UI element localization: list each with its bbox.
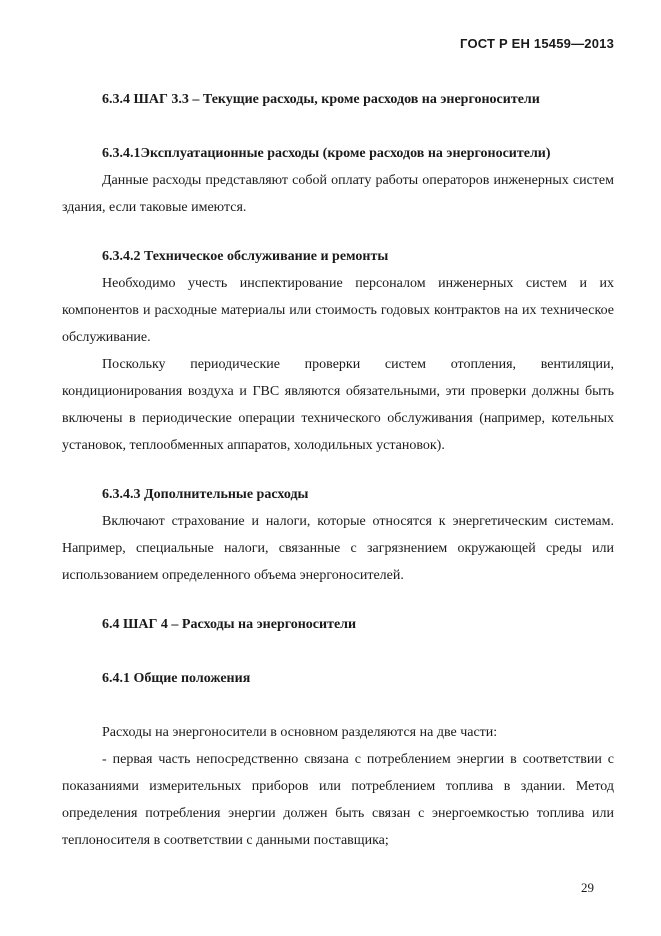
page-number: 29 xyxy=(581,880,594,895)
section-6-3-4-1-paragraph: Данные расходы представляют собой оплату работы операторов инженерных систем здания, если таковые имеются. xyxy=(62,173,614,215)
section-6-3-4-2-paragraph-1: Необходимо учесть инспектирование персоналом инженерных систем и их компонентов и расходные материалы или стоимость годовых контрактов на их техническое обслуживание. xyxy=(62,276,614,345)
standard-id: ГОСТ Р ЕН 15459—2013 xyxy=(460,36,614,51)
section-6-3-4-3-title: 6.3.4.3 Дополнительные расходы xyxy=(102,487,309,502)
section-6-4-title: 6.4 ШАГ 4 – Расходы на энергоносители xyxy=(102,617,357,632)
section-6-3-4-3-paragraph: Включают страхование и налоги, которые относятся к энергетическим системам. Например, специальные налоги, связанные с загрязнением окружающей среды или использованием определенного объема энергоносителей. xyxy=(62,514,614,583)
section-6-3-4-2-title: 6.3.4.2 Техническое обслуживание и ремонты xyxy=(102,249,389,264)
document-body xyxy=(62,86,614,854)
section-6-4-1-paragraph-1: Расходы на энергоносители в основном разделяются на две части: xyxy=(102,725,498,740)
section-6-3-4-2-paragraph-2: Поскольку периодические проверки систем отопления, вентиляции, кондиционирования воздуха и ГВС являются обязательными, эти проверки должны быть включены в периодические операции технического обслуживания (например, котельных установок, теплообменных аппаратов, холодильных установок). xyxy=(62,357,614,453)
section-6-3-4-1-title: 6.3.4.1Эксплуатационные расходы (кроме расходов на энергоносители) xyxy=(102,146,551,161)
section-6-3-4-title: 6.3.4 ШАГ 3.3 – Текущие расходы, кроме расходов на энергоносители xyxy=(102,92,540,107)
section-6-4-1-paragraph-2: - первая часть непосредственно связана с потреблением энергии в соответствии с показаниями измерительных приборов или потреблением топлива в здании. Метод определения потребления энергии должен быть связан с энергоемкостью топлива или теплоносителя в соответствии с данными поставщика; xyxy=(62,752,614,848)
section-6-4-1-title: 6.4.1 Общие положения xyxy=(102,671,251,686)
